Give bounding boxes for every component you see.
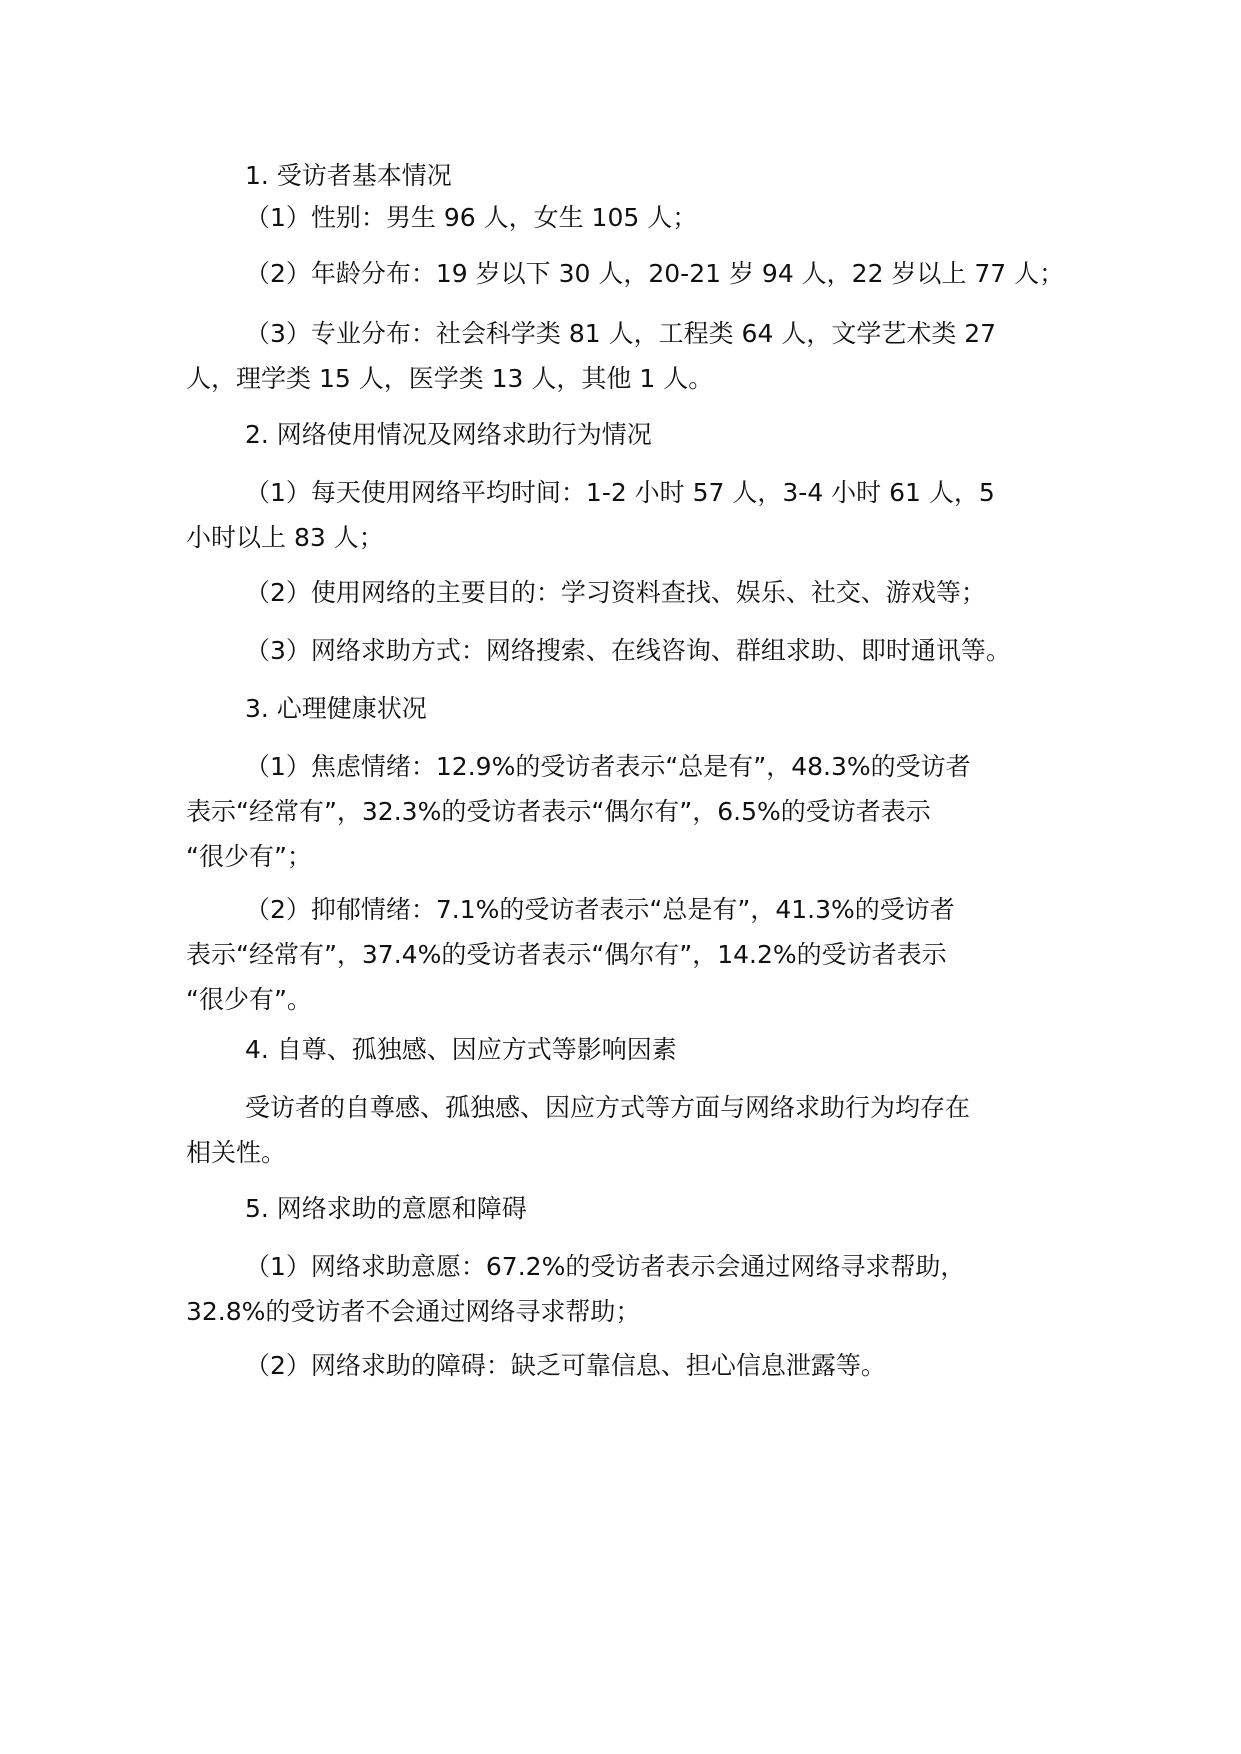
item-daily-usage-time: （1）每天使用网络平均时间：1-2 小时 57 人，3-4 小时 61 人，5 小时以上 83 人； [186, 478, 995, 552]
heading-willingness-barriers: 5. 网络求助的意愿和障碍 [245, 1194, 527, 1223]
item-major-distribution: （3）专业分布：社会科学类 81 人，工程类 64 人，文学艺术类 27 人，理学类 15 人，医学类 13 人，其他 1 人。 [186, 319, 997, 393]
heading-mental-health: 3. 心理健康状况 [245, 694, 427, 723]
heading-network-usage: 2. 网络使用情况及网络求助行为情况 [245, 420, 652, 449]
heading-influencing-factors: 4. 自尊、孤独感、因应方式等影响因素 [245, 1035, 677, 1064]
item-depression: （2）抑郁情绪：7.1%的受访者表示“总是有”，41.3%的受访者 表示“经常有”，37.4%的受访者表示“偶尔有”，14.2%的受访者表示 “很少有”。 [186, 895, 955, 1014]
item-age-distribution: （2）年龄分布：19 岁以下 30 人，20-21 岁 94 人，22 岁以上 77 人； [245, 259, 1065, 288]
item-gender: （1）性别：男生 96 人，女生 105 人； [245, 203, 698, 232]
item-willingness: （1）网络求助意愿：67.2%的受访者表示会通过网络寻求帮助， 32.8%的受访者不会通过网络寻求帮助； [186, 1252, 966, 1326]
heading-basic-info: 1. 受访者基本情况 [245, 161, 452, 190]
item-influencing-factors-text: 受访者的自尊感、孤独感、因应方式等方面与网络求助行为均存在 相关性。 [186, 1093, 971, 1167]
item-barriers: （2）网络求助的障碍：缺乏可靠信息、担心信息泄露等。 [245, 1351, 886, 1380]
item-usage-purpose: （2）使用网络的主要目的：学习资料查找、娱乐、社交、游戏等； [245, 578, 986, 607]
item-anxiety: （1）焦虑情绪：12.9%的受访者表示“总是有”，48.3%的受访者 表示“经常有”，32.3%的受访者表示“偶尔有”，6.5%的受访者表示 “很少有”； [186, 752, 971, 871]
item-help-seeking-methods: （3）网络求助方式：网络搜索、在线咨询、群组求助、即时通讯等。 [245, 636, 1011, 665]
